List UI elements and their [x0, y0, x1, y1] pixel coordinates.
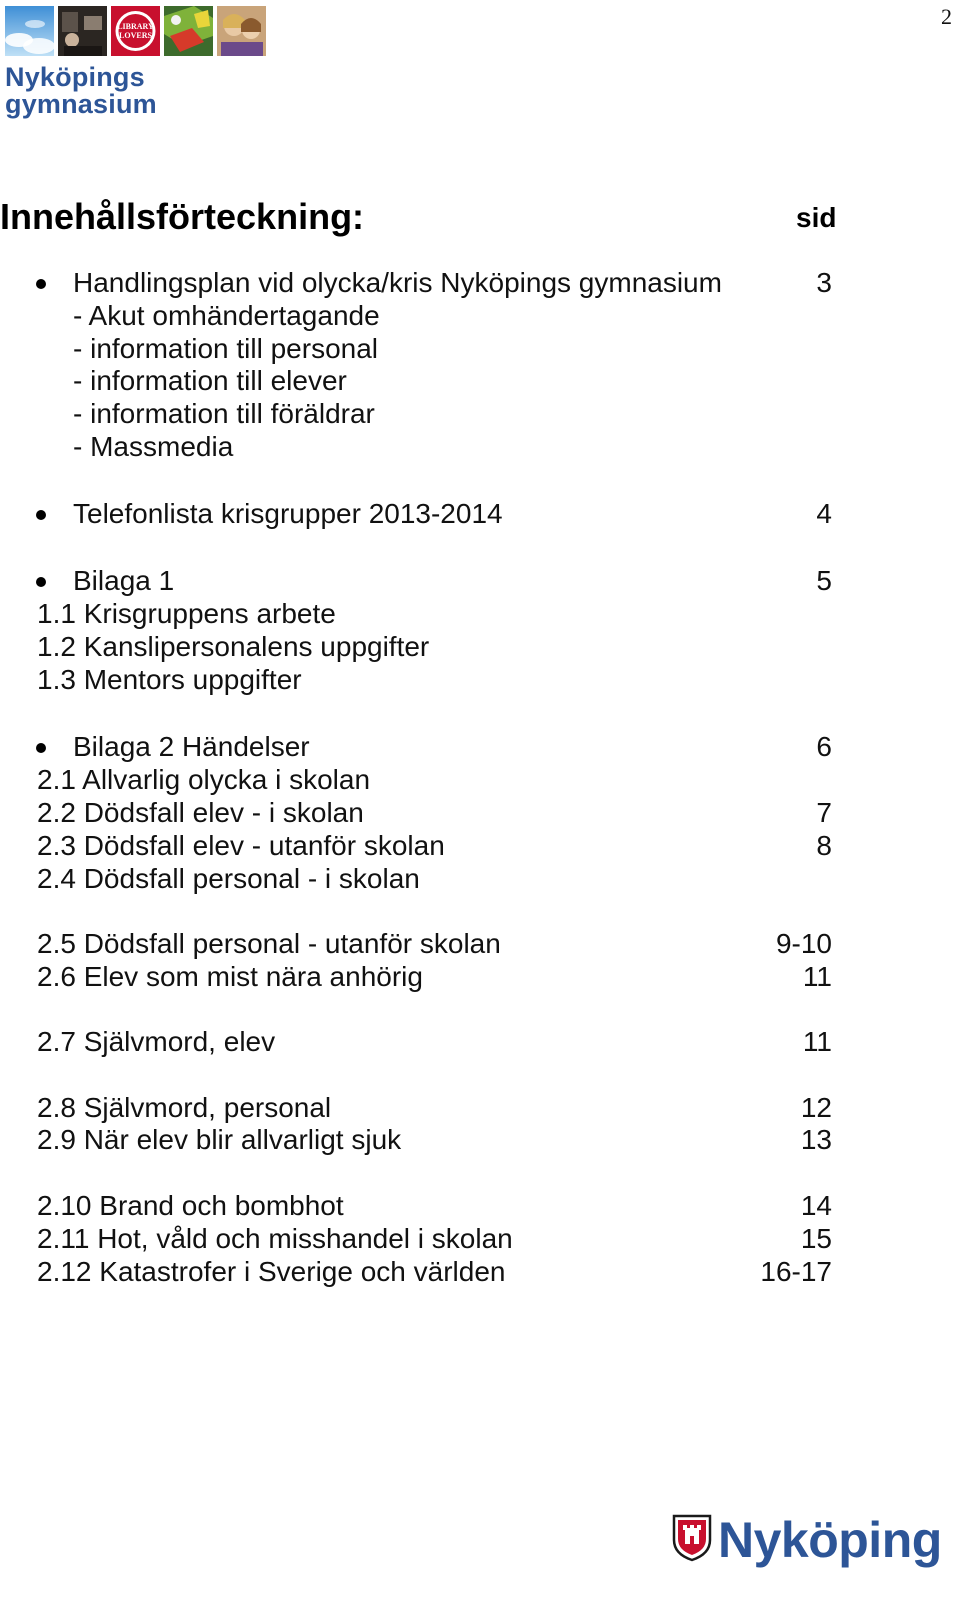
toc-entry-page: 16-17 — [760, 1256, 832, 1287]
toc-entry-text: Telefonlista krisgrupper 2013-2014 — [73, 498, 503, 529]
toc-title: Innehållsförteckning: — [0, 196, 365, 237]
toc-entry-page: 8 — [816, 830, 832, 861]
municipality-logo-text: Nyköping — [718, 1512, 942, 1568]
school-logo-line1: Nyköpings — [5, 62, 145, 92]
toc-entry-text: - information till personal — [73, 333, 379, 364]
toc-entry-text: Bilaga 1 — [73, 565, 175, 596]
toc-entry-page: 3 — [816, 267, 832, 298]
header-photo-strip — [5, 6, 266, 56]
toc-entry-page: 12 — [800, 1092, 832, 1123]
toc-entry-text: - information till elever — [73, 365, 347, 396]
toc-entry-text: Bilaga 2 Händelser — [73, 731, 310, 762]
classroom-photo — [58, 6, 107, 56]
coat-of-arms-icon — [672, 1514, 712, 1567]
bullet-icon — [36, 510, 46, 520]
toc-entry-text: 2.11 Hot, våld och misshandel i skolan — [37, 1223, 513, 1254]
toc-entry-page: 6 — [816, 731, 832, 762]
toc-entry-text: - information till föräldrar — [73, 398, 375, 429]
toc-entry-page: 5 — [816, 565, 832, 596]
students-photo — [217, 6, 266, 56]
school-logo — [5, 64, 157, 118]
municipality-logo — [672, 1512, 942, 1568]
page-number: 2 — [941, 4, 952, 29]
toc-entry-text: - Akut omhändertagande — [73, 300, 380, 331]
toc-entry-text: 1.3 Mentors uppgifter — [37, 664, 302, 695]
toc-entry-text: 2.6 Elev som mist nära anhörig — [37, 961, 423, 992]
toc-entry-text: 2.2 Dödsfall elev - i skolan — [37, 797, 364, 828]
toc-entry-text: 2.1 Allvarlig olycka i skolan — [37, 764, 371, 795]
school-logo-line2: gymnasium — [5, 89, 157, 119]
toc-entry-text: 2.8 Självmord, personal — [37, 1092, 332, 1123]
toc-entry-text: 2.3 Dödsfall elev - utanför skolan — [37, 830, 445, 861]
toc-entry-text: 1.1 Krisgruppens arbete — [37, 598, 336, 629]
badge-text-line2: LOVERS — [119, 31, 152, 40]
toc-entry-page: 11 — [802, 961, 832, 992]
toc-entry-page: 9-10 — [775, 928, 832, 959]
toc-entry-page: 11 — [802, 1026, 832, 1057]
toc-entry-page: 4 — [816, 498, 832, 529]
toc-entry-text: 2.5 Dödsfall personal - utanför skolan — [37, 928, 501, 959]
bullet-icon — [36, 743, 46, 753]
toc-page-header: sid — [796, 202, 837, 233]
toc-entry-text: 2.9 När elev blir allvarligt sjuk — [37, 1124, 402, 1155]
toc-entry-page: 7 — [816, 797, 832, 828]
toc-entry-text: 2.12 Katastrofer i Sverige och världen — [37, 1256, 506, 1287]
toc-entry-page: 15 — [800, 1223, 832, 1254]
paint-photo — [164, 6, 213, 56]
toc-entry-page: 13 — [800, 1124, 832, 1155]
toc-entry-text: 2.4 Dödsfall personal - i skolan — [37, 863, 420, 894]
library-lovers-badge — [111, 6, 160, 56]
toc-entry-text: 2.7 Självmord, elev — [37, 1026, 276, 1057]
sky-photo — [5, 6, 54, 56]
toc-entry-text: 1.2 Kanslipersonalens uppgifter — [37, 631, 430, 662]
bullet-icon — [36, 577, 46, 587]
bullet-icon — [36, 279, 46, 289]
toc-entry-text: - Massmedia — [73, 431, 234, 462]
badge-text-line1: LIBRARY — [117, 22, 154, 31]
toc-entry-page: 14 — [800, 1190, 832, 1221]
toc-entry-text: Handlingsplan vid olycka/kris Nyköpings gymnasium — [73, 267, 722, 298]
toc-entry-text: 2.10 Brand och bombhot — [37, 1190, 344, 1221]
